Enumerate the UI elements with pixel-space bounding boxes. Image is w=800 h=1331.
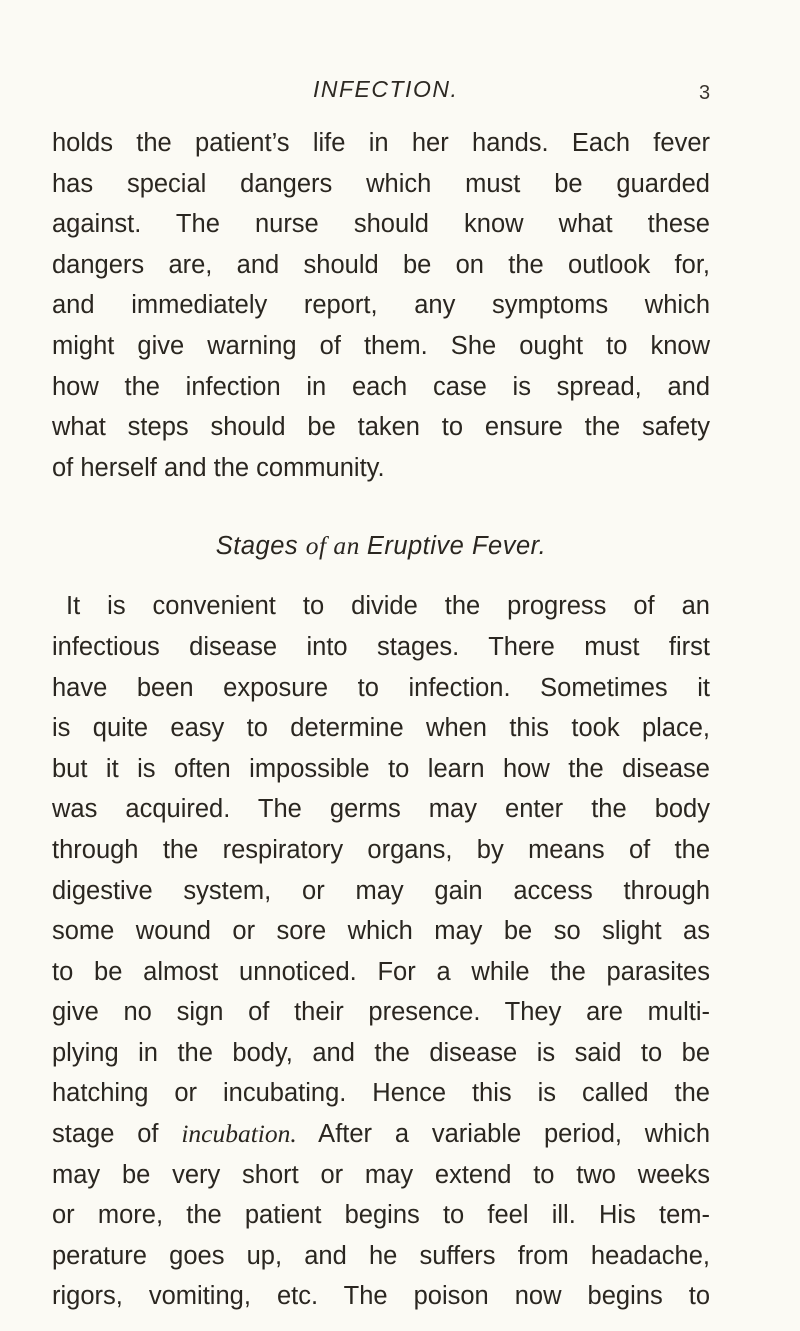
paragraph-1-line-8: what steps should be taken to ensure the safety [52, 413, 710, 442]
paragraph-1-line-3: against. The nurse should know what these [52, 210, 710, 239]
paragraph-2-line-1: It is convenient to divide the progress of an [66, 592, 710, 621]
paragraph-2-line-14 [52, 1114, 710, 1155]
incubation-line-prefix: stage of [52, 1120, 182, 1149]
paragraph-1-line-7: how the infection in each case is spread, and [52, 372, 710, 401]
paragraph-1-line-1: holds the patient’s life in her hands. Each fever [52, 129, 710, 157]
section-heading-main: Eruptive Fever. [366, 532, 547, 561]
paragraph-2-line-5: but it is often impossible to learn how the disease [52, 754, 710, 783]
paragraph-2-line-13: hatching or incubating. Hence this is called the [52, 1079, 710, 1108]
paragraph-2-line-18: rigors, vomiting, etc. The poison now begins to [52, 1282, 710, 1311]
paragraph-2-line-9: some wound or sore which may be so slight as [52, 917, 710, 946]
paragraph-2-line-3: have been exposure to infection. Sometimes it [52, 673, 710, 702]
page-number: 3 [699, 82, 711, 104]
paragraph-1-line-6: might give warning of them. She ought to know [52, 331, 710, 360]
paragraph-1-line-5: and immediately report, any symptoms which [52, 291, 710, 320]
section-heading-prefix: Stages [215, 532, 306, 561]
paragraph-2-line-8: digestive system, or may gain access through [52, 876, 710, 905]
paragraph-2-line-11: give no sign of their presence. They are multi- [52, 998, 710, 1027]
paragraph-2-line-4: is quite easy to determine when this took place, [52, 714, 710, 743]
running-title: INFECTION. [313, 76, 459, 102]
paragraph-2-line-16: or more, the patient begins to feel ill. His tem- [52, 1201, 710, 1230]
incubation-line-suffix: After a variable period, which [296, 1120, 710, 1149]
section-heading-of-an: of an [305, 531, 367, 561]
paragraph-2-line-7: through the respiratory organs, by means of the [52, 835, 710, 864]
paragraph-2-line-15: may be very short or may extend to two weeks [52, 1160, 710, 1189]
running-head [0, 76, 800, 106]
paragraph-1-line-9: of herself and the community. [52, 453, 385, 482]
paragraph-2-line-12: plying in the body, and the disease is said to be [52, 1038, 710, 1067]
paragraph-2-line-17: perature goes up, and he suffers from headache, [52, 1241, 710, 1270]
paragraph-1-line-4: dangers are, and should be on the outlook for, [52, 250, 710, 279]
incubation-term: incubation. [181, 1119, 297, 1149]
paragraph-1-line-2: has special dangers which must be guarded [52, 169, 710, 198]
paragraph-2-line-10: to be almost unnoticed. For a while the parasites [52, 957, 710, 986]
section-heading [52, 526, 710, 566]
body-text [52, 123, 710, 1317]
paragraph-2-line-6: was acquired. The germs may enter the body [52, 795, 710, 824]
paragraph-2-line-2: infectious disease into stages. There must first [52, 632, 710, 661]
spacer [52, 488, 710, 526]
